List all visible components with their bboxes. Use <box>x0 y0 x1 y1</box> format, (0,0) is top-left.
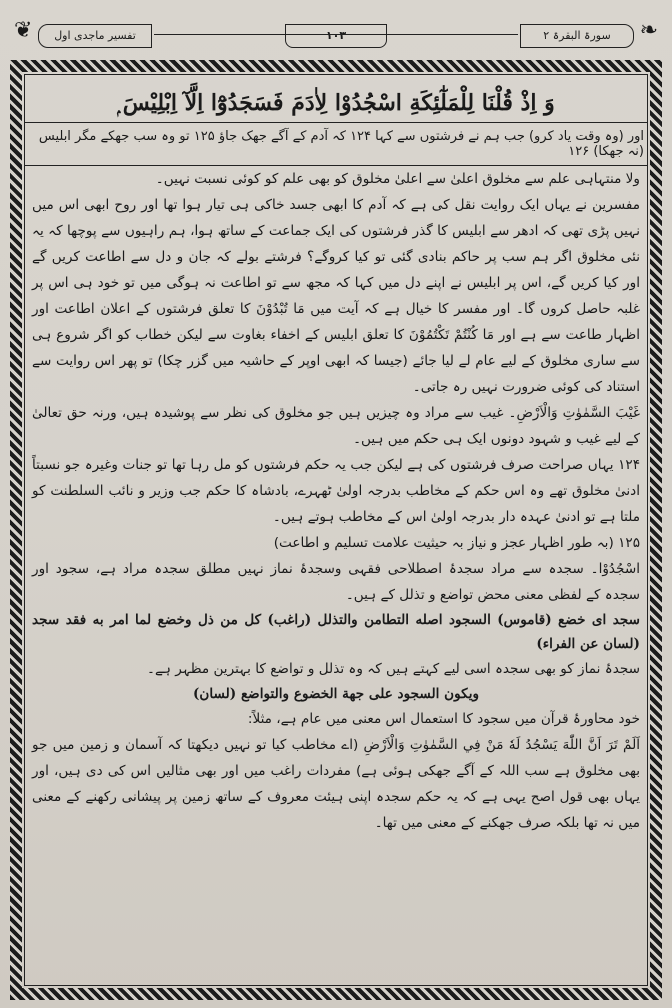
commentary-paragraph: ۱۲۵ (بہ طور اظہار عجز و نیاز بہ حیثیت علامت تسلیم و اطاعت) <box>273 535 640 551</box>
header-rule <box>298 34 518 35</box>
surah-name-box: سورۃ البقرۃ ۲ <box>520 24 634 48</box>
commentary-paragraph: ولا منتہاہی علم سے مخلوق اعلیٰ سے اعلیٰ مخلوق کو بھی علم کو کوئی نسبت نہیں۔ <box>155 171 640 187</box>
arabic-citation: ويكون السجود على جهة الخضوع والتواضع (لسان) <box>192 686 480 702</box>
arabic-citation: سجد ای خضع (قاموس) السجود اصله التطامن والتذلل (راغب) كل من ذل وخضع لما امر به فقد سجد (لسان عن الفراء) <box>32 612 640 652</box>
commentary-paragraph: مفسرین نے یہاں ایک روایت نقل کی ہے کہ آدم کا ابھی جسد خاکی ہی تیار ہوا تھا اور روح ابھی اس میں نہیں پڑی تھی کہ ادھر سے ابلیس کا گذر فرشتوں کی ایک جماعت کے ساتھ ہوا، ہم راہیوں سے پوچھا کہ یہ نئی مخلوق اگر ہم سب پر حاکم بنادی گئی تو کیا کروگے؟ فرشتے بولے کہ جان و دل سے اطاعت کریں گے اور کیا کریں گے، اس پر ابلیس نے اپنے دل میں کہا کہ مجھ سے تو اطاعت نہ ہوگی میں تو خود ہی اس پر غلبہ حاصل کروں گا۔ اور مفسر کا خیال ہے کہ آیت میں مَا تُبْدُوْنَ کا تعلق فرشتوں کے اعلان اطاعت اور اظہار طاعت سے ہے اور مَا كُنْتُمْ تَكْتُمُوْنَ کا تعلق ابلیس کے اخفاء بغاوت سے لیکن خطاب کو اگر شروع ہی سے ساری مخلوق کے لیے عام لے لیا جائے (جیسا کہ ابھی اوپر کے حاشیہ میں گزر چکا) تو پھر اس روایت سے استناد کی کوئی ضرورت نہیں رہ جاتی۔ <box>32 197 640 395</box>
book-title-box: تفسیر ماجدی اول <box>38 24 152 48</box>
commentary-paragraph: ۱۲۴ یہاں صراحت صرف فرشتوں کی ہے لیکن جب یہ حکم فرشتوں کو مل رہا تھا تو جنات وغیرہ جو نسبتاً ادنیٰ مخلوق تھے وہ اس حکم کے مخاطب بدرجہ اولیٰ ٹھہرے، بادشاہ کا حکم جب وزیر و نائب السلطنت کو ملتا ہے تو ادنیٰ عہدہ دار بدرجہ اولیٰ اس کے مخاطب ہوتے ہیں۔ <box>32 457 640 525</box>
commentary <box>32 166 640 836</box>
ayah-translation: اور (وہ وقت یاد کرو) جب ہم نے فرشتوں سے کہا ۱۲۴ کہ آدم کے آگے جھک جاؤ ۱۲۵ تو وہ سب جھکے مگر ابلیس (نہ جھکا) ۱۲۶ <box>24 123 648 166</box>
scroll-ornament-icon: ❦ <box>14 18 33 43</box>
page-number: ۱۰۳ <box>285 24 387 48</box>
commentary-paragraph: غَيْبَ السَّمٰوٰتِ وَالْاَرْضِ۔ غیب سے مراد وہ چیزیں ہیں جو مخلوق کی نظر سے پوشیدہ ہیں، ورنہ حق تعالیٰ کے لیے غیب و شہود دونوں ایک ہی حکم میں ہیں۔ <box>32 405 640 447</box>
page-header <box>14 18 658 58</box>
scroll-ornament-icon: ❧ <box>639 18 658 43</box>
ayah-arabic: وَ اِذْ قُلْنَا لِلْمَلٰٓئِكَةِ اسْجُدُوْا لِاٰدَمَ فَسَجَدُوْٓا اِلَّآ اِبْلِيْسَ ۭ <box>24 82 648 123</box>
commentary-paragraph: سجدۂ نماز کو بھی سجدہ اسی لیے کہتے ہیں کہ وہ تذلل و تواضع کا بہترین مظہر ہے۔ <box>147 661 640 677</box>
commentary-paragraph: اَلَمْ تَرَ اَنَّ اللّٰهَ يَسْجُدُ لَهٗ مَنْ فِي السَّمٰوٰتِ وَالْاَرْضِ (اے مخاطب کیا تو نہیں دیکھتا کہ آسمان و زمین میں جو بھی مخلوق ہے سب اللہ کے آگے جھکی ہوئی ہے) مفردات راغب میں اور بھی مثالیں اس کی دی ہیں، اور یہاں بھی قول اصح یہی ہے کہ یہ حکم سجدہ اپنی ہیئت معروف کے ساتھ زمین پر پیشانی رکھنے کے معنی میں نہ تھا بلکہ صرف جھکنے کے معنی میں تھا۔ <box>32 737 640 831</box>
page-content <box>32 82 644 836</box>
commentary-paragraph: اسْجُدُوْا۔ سجدہ سے مراد سجدۂ اصطلاحی فقہی وسجدۂ نماز نہیں مطلق سجدہ مراد ہے، سجود اور سجدہ کے لفظی معنی محض تواضع و تذلل کے ہیں۔ <box>32 561 640 603</box>
commentary-paragraph: خود محاورۂ قرآن میں سجود کا استعمال اس معنی میں عام ہے، مثلاً: <box>247 711 640 727</box>
